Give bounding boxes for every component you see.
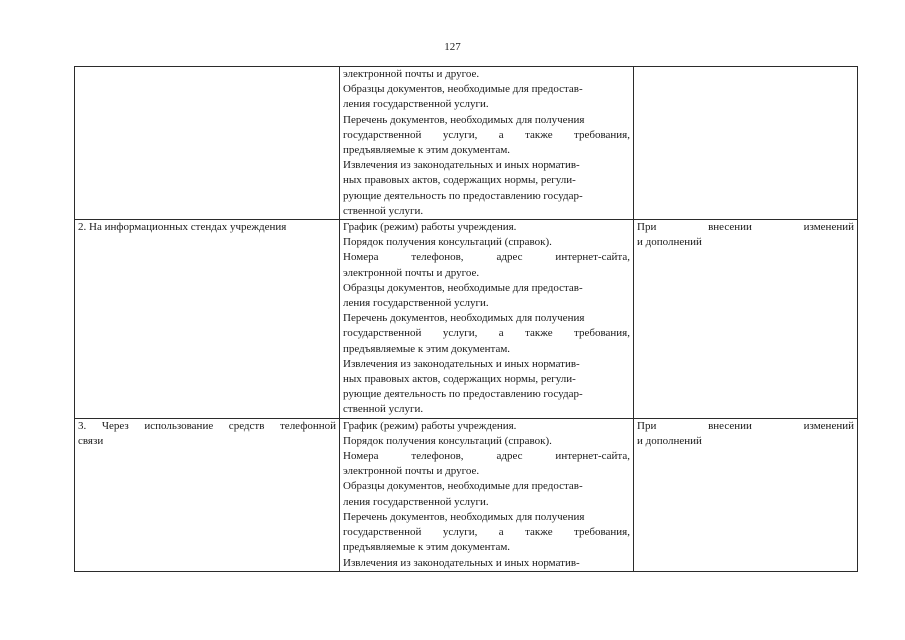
cell-text-line: электронной почты и другое. — [343, 68, 480, 80]
cell-text-line: предъявляемые к этим документам. — [343, 541, 511, 554]
cell-text-line: При внесении изменений — [637, 221, 854, 234]
frequency-cell — [634, 67, 858, 220]
channel-cell — [75, 220, 340, 419]
cell-text-line: Перечень документов, необходимых для получения — [343, 113, 585, 126]
cell-text-line: Перечень документов, необходимых для получения — [343, 510, 585, 523]
cell-text-line: При внесении изменений — [637, 419, 854, 432]
cell-text-line: государственной услуги, а также требования, — [343, 526, 630, 539]
cell-text-line: предъявляемые к этим документам. — [343, 342, 511, 355]
cell-text-line: Образцы документов, необходимые для предостав- — [343, 83, 583, 96]
content-cell — [340, 220, 634, 419]
cell-text-line: Извлечения из законодательных и иных норматив- — [343, 357, 580, 370]
cell-text-line: электронной почты и другое. — [343, 266, 480, 279]
cell-text-line: Номера телефонов, адрес интернет-сайта, — [343, 450, 630, 463]
cell-text-line: государственной услуги, а также требования, — [343, 327, 630, 340]
cell-text-line: Образцы документов, необходимые для предостав- — [343, 480, 583, 493]
cell-text-line: Порядок получения консультаций (справок). — [343, 236, 552, 249]
table-row — [75, 67, 858, 220]
channel-cell — [75, 67, 340, 220]
cell-text-line: и дополнений — [637, 236, 702, 249]
page-number: 127 — [444, 41, 461, 53]
cell-text-line: рующие деятельность по предоставлению государ- — [343, 189, 583, 202]
cell-text-line: 2. На информационных стендах учреждения — [78, 221, 287, 234]
cell-text-line: электронной почты и другое. — [343, 465, 480, 478]
cell-text-line: Извлечения из законодательных и иных норматив- — [343, 159, 580, 172]
cell-text-line: 3. Через использование средств телефонной — [78, 419, 336, 432]
cell-text-line: ственной услуги. — [343, 403, 424, 416]
cell-text-line: ственной услуги. — [343, 204, 424, 217]
cell-text-line: Образцы документов, необходимые для предостав- — [343, 281, 583, 294]
content-cell — [340, 67, 634, 220]
cell-text-line: ления государственной услуги. — [343, 297, 489, 310]
cell-text-line: государственной услуги, а также требования, — [343, 128, 630, 141]
cell-text-line: График (режим) работы учреждения. — [343, 221, 517, 234]
cell-text-line: ных правовых актов, содержащих нормы, регули- — [343, 174, 576, 187]
cell-text-line: связи — [78, 434, 104, 447]
cell-text-line: Порядок получения консультаций (справок). — [343, 434, 552, 447]
info-channels-table — [74, 66, 858, 572]
cell-text-line: Перечень документов, необходимых для получения — [343, 312, 585, 325]
cell-text-line: ления государственной услуги. — [343, 98, 489, 111]
cell-text-line: рующие деятельность по предоставлению государ- — [343, 388, 583, 401]
cell-text-line: предъявляемые к этим документам. — [343, 144, 511, 157]
content-cell — [340, 418, 634, 571]
table-row — [75, 220, 858, 419]
frequency-cell — [634, 220, 858, 419]
cell-text-line: Извлечения из законодательных и иных норматив- — [343, 556, 580, 569]
table-row — [75, 418, 858, 571]
cell-text-line: График (режим) работы учреждения. — [343, 419, 517, 432]
cell-text-line: Номера телефонов, адрес интернет-сайта, — [343, 251, 630, 264]
channel-cell — [75, 418, 340, 571]
cell-text-line: ления государственной услуги. — [343, 495, 489, 508]
cell-text-line: ных правовых актов, содержащих нормы, регули- — [343, 373, 576, 386]
frequency-cell — [634, 418, 858, 571]
cell-text-line: и дополнений — [637, 434, 702, 447]
